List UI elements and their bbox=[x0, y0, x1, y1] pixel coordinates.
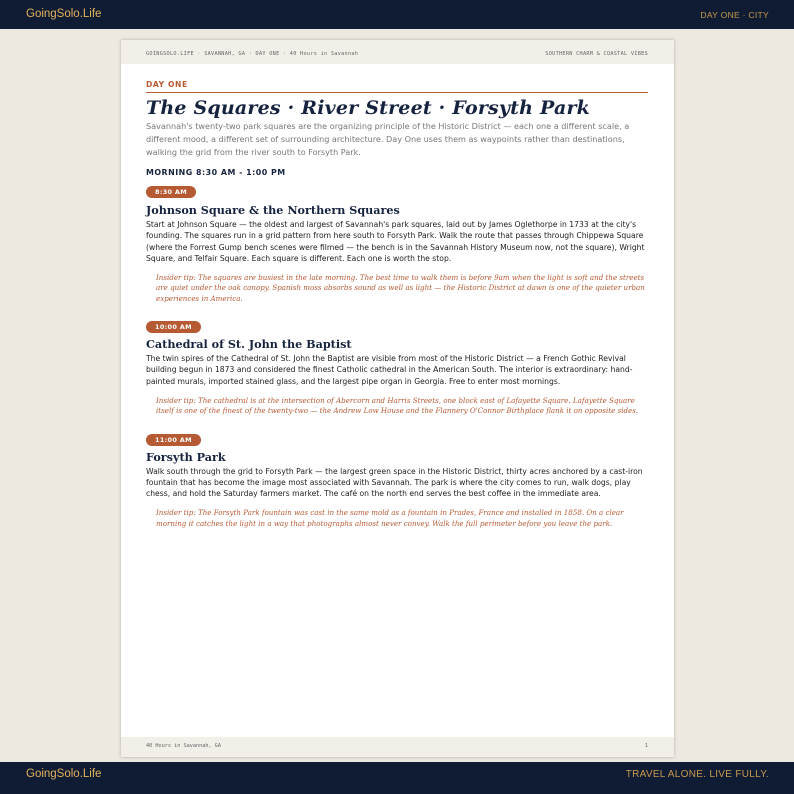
morning-heading: MORNING 8:30 AM - 1:00 PM bbox=[146, 168, 286, 177]
stop-title: Forsyth Park bbox=[146, 449, 226, 464]
insider-tip: Insider tip: The Forsyth Park fountain was cast in the same mold as a fountain in Prades, France and installed in 1858. On a clear morning it catches the light in a way that photographs almost never convey. Walk the full perimeter before you leave the park. bbox=[156, 508, 624, 528]
stop-description: The twin spires of the Cathedral of St. John the Baptist are visible from most of the Historic District — a French Gothic Revival building begun in 1873 and considered the finest Catholic cathedral in the American South. The interior is extraordinary: hand-painted murals, imported stained glass, and the largest pipe organ in Georgia. Free to enter most mornings. bbox=[146, 354, 633, 386]
stop-title: Johnson Square & the Northern Squares bbox=[146, 203, 400, 217]
running-head bbox=[121, 40, 674, 64]
time-badge: 11:00 AM bbox=[146, 434, 201, 446]
stop-2 bbox=[146, 314, 648, 416]
page-number: 1 bbox=[644, 743, 648, 749]
stop-3 bbox=[146, 427, 648, 529]
time-badge: 8:30 AM bbox=[146, 186, 196, 198]
running-head-right: SOUTHERN CHARM & COASTAL VIBES bbox=[545, 51, 648, 57]
footer-tagline: TRAVEL ALONE. LIVE FULLY. bbox=[625, 769, 769, 780]
running-foot-left: 40 Hours in Savannah, GA bbox=[146, 743, 221, 749]
running-head-left: GOINGSOLO.LIFE · SAVANNAH, GA · DAY ONE · 40 Hours in Savannah bbox=[146, 51, 359, 57]
stop-description: Walk south through the grid to Forsyth Park — the largest green space in the Historic District, thirty acres anchored by a cast-iron fountain that has become the image most associated with Savannah. The park is where the city comes to run, walk dogs, play chess, and hold the Saturday farmers market. The café on the north end serves the best coffee in the immediate area. bbox=[146, 466, 643, 499]
stop-description: Start at Johnson Square — the oldest and largest of Savannah's park squares, laid out by James Oglethorpe in 1733 at the city's founding. The squares run in a grid pattern from here south to Forsyth Park. Walk the route that passes through Chippewa Square (where the Forrest Gump bench scenes were filmed — the bench is in the Savannah History Museum now, not the square), Wright Square, and Telfair Square. Each square is different. Each one is worth the stop. bbox=[146, 220, 645, 263]
footer-logo[interactable]: GoingSolo.Life bbox=[26, 768, 102, 780]
insider-tip: Insider tip: The cathedral is at the intersection of Abercorn and Harris Streets, one block east of Lafayette Square. Lafayette Square itself is one of the finest of the twenty-two — the Andrew Low House and the Flannery O'Connor Birthplace flank it on opposite sides. bbox=[156, 395, 639, 416]
stop-title: Cathedral of St. John the Baptist bbox=[146, 337, 352, 352]
site-footer bbox=[0, 762, 794, 794]
site-header bbox=[0, 0, 794, 29]
page-content bbox=[146, 80, 648, 529]
stop-1 bbox=[146, 179, 648, 304]
day-kicker: DAY ONE bbox=[146, 80, 648, 93]
insider-tip: Insider tip: The squares are busiest in the late morning. The best time to walk them is before 9am when the light is soft and the streets are quiet under the oak canopy. Spanish moss absorbs sound as well as light — the Historic District at dawn is one of the quieter urban experiences in America. bbox=[156, 273, 645, 303]
page-title: The Squares · River Street · Forsyth Park bbox=[146, 97, 591, 119]
time-badge: 10:00 AM bbox=[146, 321, 201, 333]
site-logo[interactable]: GoingSolo.Life bbox=[26, 8, 102, 20]
document-page bbox=[121, 40, 674, 757]
intro-paragraph: Savannah's twenty-two park squares are the organizing principle of the Historic District — each one a different scale, a different mood, a different set of surrounding architecture. Day One uses them as waypoints rather than destinations, walking the grid from the river south to Forsyth Park. bbox=[146, 121, 630, 157]
header-section-label: DAY ONE · CITY bbox=[700, 10, 769, 20]
running-foot bbox=[121, 737, 674, 757]
